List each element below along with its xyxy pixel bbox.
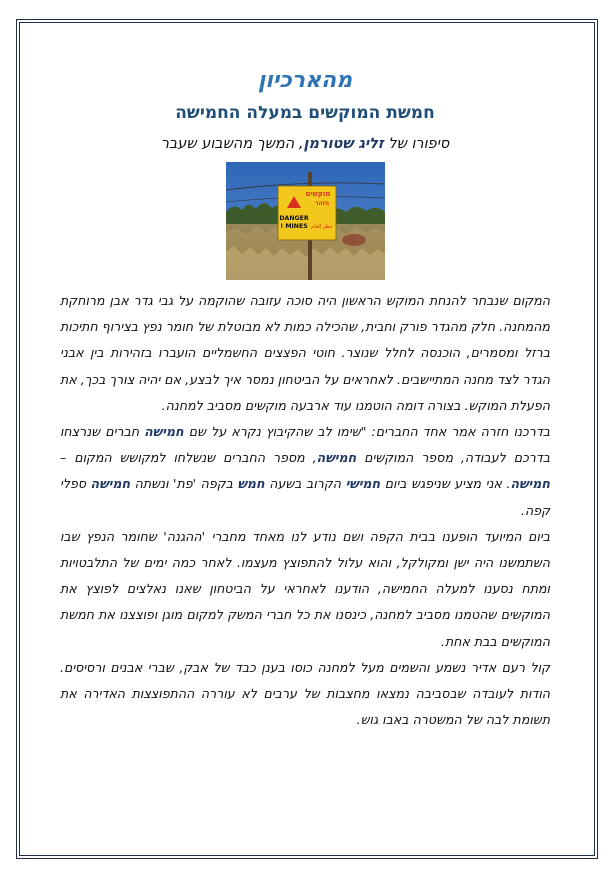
byline <box>60 134 550 154</box>
sign-danger: DANGER <box>278 215 309 222</box>
p2-text-4: . אני מציע שניפגש ביום <box>380 476 511 492</box>
section-title: מהארכיון <box>257 68 353 93</box>
p2-highlight-6: חמישה <box>90 476 131 492</box>
p2-text-3: , מספר החברים שנשלחו למקושש המקום – <box>60 450 317 466</box>
p2-highlight-1: חמישה <box>144 424 184 440</box>
byline-prefix: סיפורו של <box>383 136 450 152</box>
article-title: חמשת המוקשים במעלה החמישה <box>175 103 435 123</box>
paragraph-2 <box>60 419 550 524</box>
p2-highlight-2: חמישה <box>316 450 357 466</box>
p2-highlight-3: חמישה <box>510 476 551 492</box>
article-body <box>60 288 550 733</box>
p2-text-5: הקרוב בשעה <box>264 476 346 492</box>
paragraph-3: ביום המיועד הופענו בבית הקפה ושם נודע לנו מאחד מחברי 'ההגנה' שחומר הנפץ שבו השתמשנו היה ישן ומקולקל, והוא עלול להתפוצץ מעצמו. לאחר כמה ימים של התלבטויות ומתח נסענו למעלה החמישה, הודענו לאחראי על הביטחון שאנו נאלצים לפוצץ את המוקשים שהטמנו מסביב למחנה, כינסנו את כל חברי המשק למקום מוגן ופוצצנו את חמשת המוקשים בבת אחת. <box>60 528 550 649</box>
minefield-sign-photo <box>226 162 385 280</box>
p2-text-6: בקפה 'פת' ונשתה <box>130 476 238 492</box>
sign-hebrew-2: הזהר <box>314 200 329 207</box>
sign-hebrew-1: מוקשים <box>305 190 330 198</box>
p2-text-2: חברים שנרצחו בדרכם לעבודה, מספר המוקשים <box>60 424 550 466</box>
byline-suffix: , המשך מהשבוע שעבר <box>160 136 304 152</box>
sign-mines: MINES ! <box>279 223 308 230</box>
article <box>60 66 550 733</box>
p2-text-7: ספלי קפה. <box>60 476 550 518</box>
p2-text-1: בדרכנו חזרה אמר אחד החברים: "שימו לב שהקיבוץ נקרא על שם <box>183 424 550 440</box>
paragraph-1: המקום שנבחר להנחת המוקש הראשון היה סוכה עזובה שהוקמה על גבי גדר אבן מרוחקת מהמחנה. חלק מהגדר פורק וחבית, שהכילה כמות לא מבוטלת של חומר נפץ בצירוף חתיכות ברזל ומסמרים, הוכנסה לחלל שנוצר. חוטי הפצצים החשמליים הועברו בזהירות בין אבני הגדר לצד מחנה המתיישבים. לאחראים על הביטחון נמסר איך לבצע, אם יהיה צורך בכך, את הפעלת המוקש. בצורה דומה הוטמנו עוד ארבעה מוקשים מסביב למחנה. <box>60 293 550 413</box>
byline-author: זליג שטורמן <box>303 136 384 152</box>
p2-highlight-4: חמישי <box>345 476 381 492</box>
sign-arabic: خطر ألغام <box>310 224 333 230</box>
paragraph-4: קול רעם אדיר נשמע והשמים מעל למחנה כוסו בענן כבד של אבק, שברי אבנים ורסיסים. הודות לעובדה שבסביבה נמצאו מחצבות של ערבים לא עוררה ההתפוצצות האדירה את תשומת לבה של המשטרה באבו גוש. <box>60 659 550 728</box>
p2-highlight-5: חמש <box>237 476 265 492</box>
